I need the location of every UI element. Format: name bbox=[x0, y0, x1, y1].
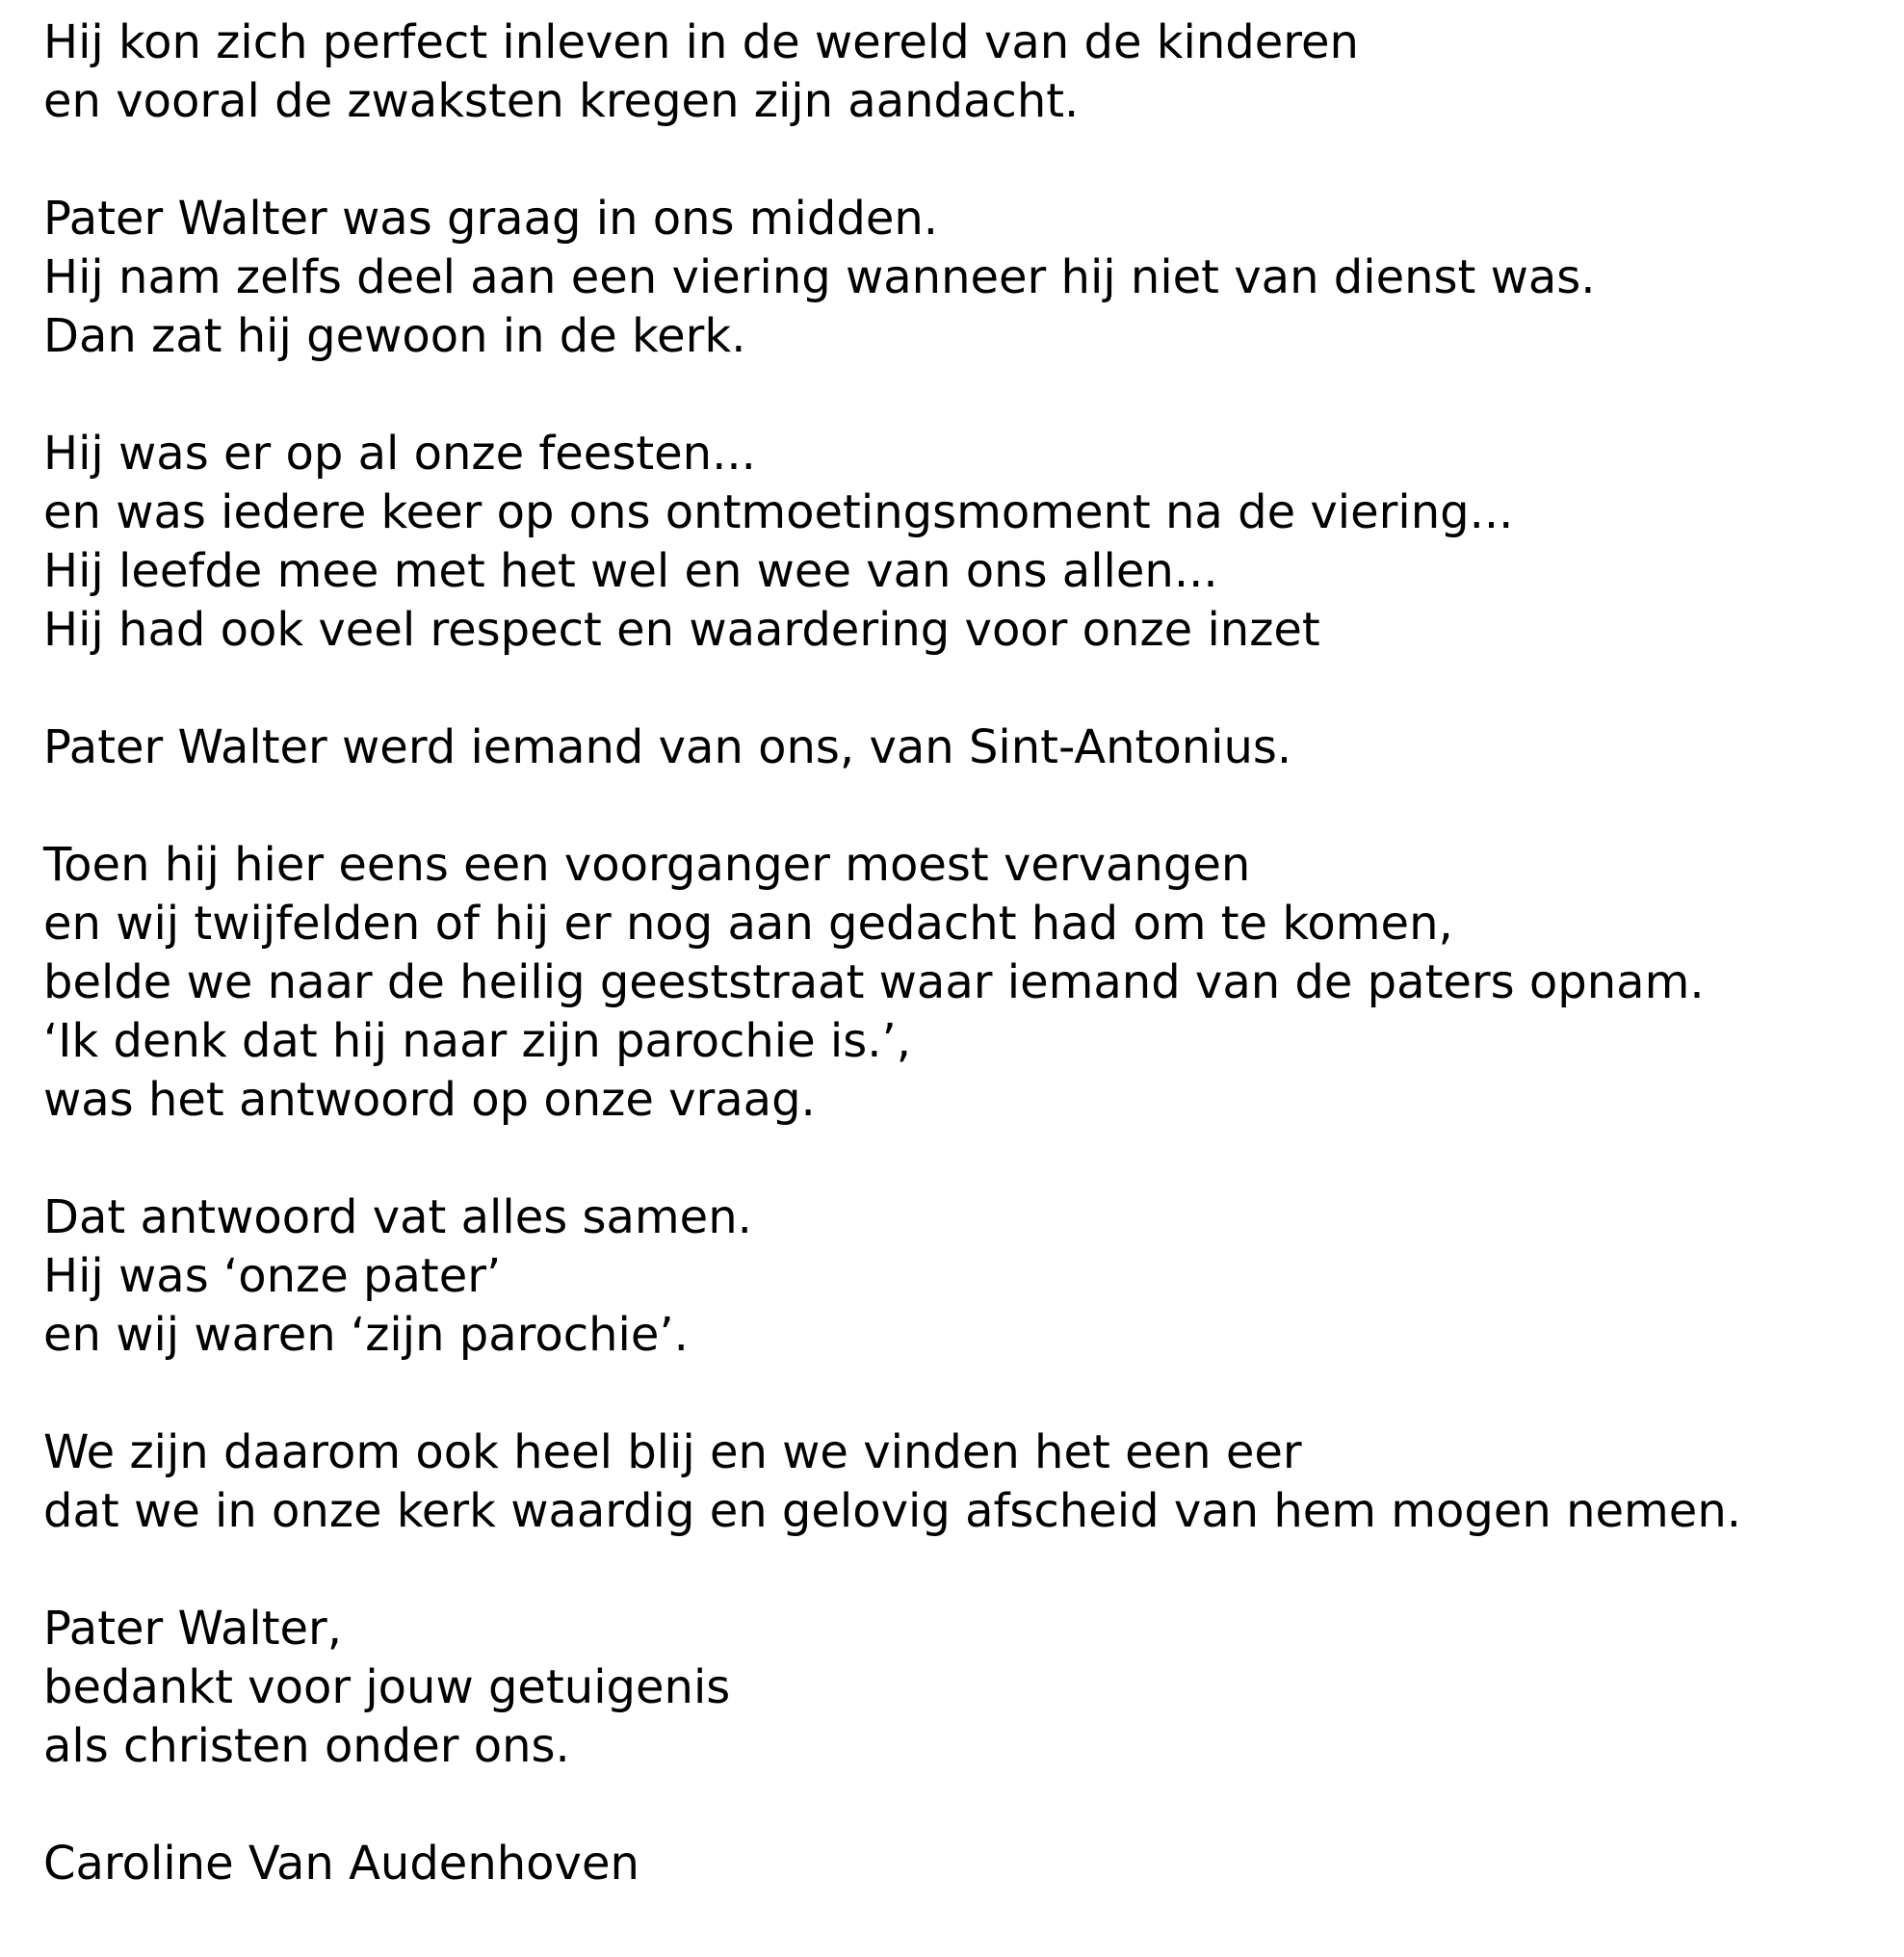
text-line: en wij twijfelden of hij er nog aan gedacht had om te komen, bbox=[43, 897, 1453, 951]
text-line: en vooral de zwaksten kregen zijn aandacht. bbox=[43, 74, 1080, 128]
text-line: Hij had ook veel respect en waardering voor onze inzet bbox=[43, 603, 1320, 657]
text-line: Hij was ‘onze pater’ bbox=[43, 1249, 502, 1303]
stanza-2 bbox=[43, 190, 1873, 366]
text-line: Dat antwoord vat alles samen. bbox=[43, 1190, 752, 1244]
text-line: belde we naar de heilig geeststraat waar iemand van de paters opnam. bbox=[43, 955, 1705, 1009]
stanza-7 bbox=[43, 1423, 1873, 1541]
stanza-1 bbox=[43, 13, 1873, 131]
text-line: Dan zat hij gewoon in de kerk. bbox=[43, 309, 746, 363]
text-line: en was iedere keer op ons ontmoetingsmoment na de viering... bbox=[43, 485, 1514, 539]
stanza-8 bbox=[43, 1600, 1873, 1776]
text-line: bedankt voor jouw getuigenis bbox=[43, 1660, 731, 1714]
stanza-6 bbox=[43, 1188, 1873, 1365]
text-line: Hij nam zelfs deel aan een viering wanneer hij niet van dienst was. bbox=[43, 250, 1596, 304]
author-name: Caroline Van Audenhoven bbox=[43, 1837, 639, 1891]
text-line: dat we in onze kerk waardig en gelovig afscheid van hem mogen nemen. bbox=[43, 1484, 1742, 1538]
signature-stanza bbox=[43, 1835, 1873, 1893]
text-line: We zijn daarom ook heel blij en we vinden het een eer bbox=[43, 1425, 1302, 1479]
text-line: en wij waren ‘zijn parochie’. bbox=[43, 1308, 689, 1362]
text-line: als christen onder ons. bbox=[43, 1719, 570, 1773]
text-line: Pater Walter, bbox=[43, 1602, 343, 1656]
stanza-4 bbox=[43, 718, 1873, 777]
text-line: Hij kon zich perfect inleven in de wereld van de kinderen bbox=[43, 15, 1359, 69]
text-line: Toen hij hier eens een voorganger moest vervangen bbox=[43, 838, 1251, 892]
document-body bbox=[43, 13, 1873, 1893]
text-line: Hij was er op al onze feesten... bbox=[43, 427, 756, 481]
text-line: Hij leefde mee met het wel en wee van ons allen... bbox=[43, 544, 1218, 598]
stanza-3 bbox=[43, 425, 1873, 660]
text-line: Pater Walter werd iemand van ons, van Sint-Antonius. bbox=[43, 720, 1292, 774]
text-line: Pater Walter was graag in ons midden. bbox=[43, 192, 939, 246]
text-line: ‘Ik denk dat hij naar zijn parochie is.’, bbox=[43, 1014, 912, 1068]
text-line: was het antwoord op onze vraag. bbox=[43, 1073, 816, 1127]
stanza-5 bbox=[43, 836, 1873, 1130]
